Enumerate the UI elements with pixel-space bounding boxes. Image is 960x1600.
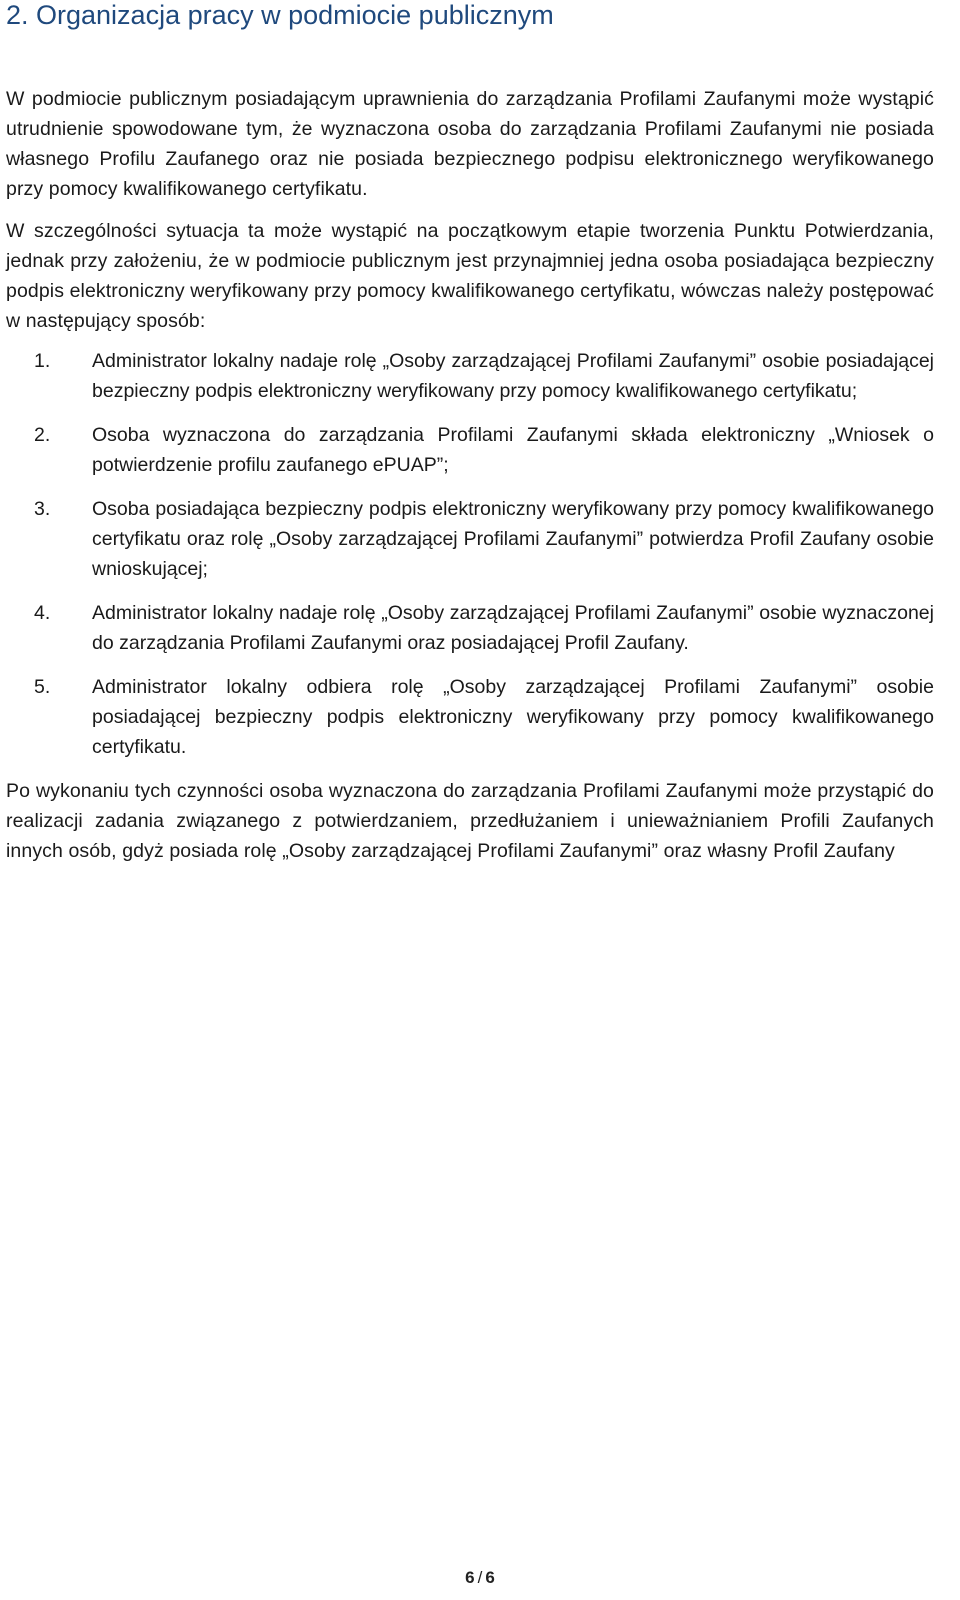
page-separator: /: [477, 1568, 483, 1587]
section-heading: 2. Organizacja pracy w podmiocie publicznym: [6, 0, 554, 30]
step-text: Administrator lokalny nadaje rolę „Osoby zarządzającej Profilami Zaufanymi” osobie wyznaczonej do zarządzania Profilami Zaufanymi oraz posiadającej Profil Zaufany.: [92, 602, 934, 654]
list-item: [6, 346, 934, 406]
page-current: 6: [465, 1568, 475, 1587]
step-text: Administrator lokalny odbiera rolę „Osoby zarządzającej Profilami Zaufanymi” osobie posiadającej bezpieczny podpis elektroniczny weryfikowany przy pomocy kwalifikowanego certyfikatu.: [92, 676, 934, 758]
step-number: 2.: [34, 424, 51, 446]
procedure-steps-list: [6, 346, 934, 762]
list-item: [6, 494, 934, 584]
step-text: Administrator lokalny nadaje rolę „Osoby zarządzającej Profilami Zaufanymi” osobie posiadającej bezpieczny podpis elektroniczny weryfikowany przy pomocy kwalifikowanego certyfikatu;: [92, 350, 934, 402]
step-number: 1.: [34, 350, 51, 372]
step-text: Osoba wyznaczona do zarządzania Profilami Zaufanymi składa elektroniczny „Wniosek o potwierdzenie profilu zaufanego ePUAP”;: [92, 424, 934, 476]
page-number-footer: [0, 1568, 960, 1588]
closing-paragraph: Po wykonaniu tych czynności osoba wyznaczona do zarządzania Profilami Zaufanymi może przystąpić do realizacji zadania związanego z potwierdzaniem, przedłużaniem i unieważnianiem Profili Zaufanych innych osób, gdyż posiada rolę „Osoby zarządzającej Profilami Zaufanymi” oraz własny Profil Zaufany: [6, 780, 934, 862]
step-number: 3.: [34, 498, 51, 520]
situation-paragraph: W szczególności sytuacja ta może wystąpić na początkowym etapie tworzenia Punktu Potwierdzania, jednak przy założeniu, że w podmiocie publicznym jest przynajmniej jedna osoba posiadająca bezpieczny podpis elektroniczny weryfikowany przy pomocy kwalifikowanego certyfikatu, wówczas należy postępować w następujący sposób:: [6, 220, 934, 332]
list-item: [6, 420, 934, 480]
step-text: Osoba posiadająca bezpieczny podpis elektroniczny weryfikowany przy pomocy kwalifikowanego certyfikatu oraz rolę „Osoby zarządzającej Profilami Zaufanymi” potwierdza Profil Zaufany osobie wnioskującej;: [92, 498, 934, 580]
list-item: [6, 598, 934, 658]
intro-paragraph: W podmiocie publicznym posiadającym uprawnienia do zarządzania Profilami Zaufanymi może wystąpić utrudnienie spowodowane tym, że wyznaczona osoba do zarządzania Profilami Zaufanymi nie posiada własnego Profilu Zaufanego oraz nie posiada bezpiecznego podpisu elektronicznego weryfikowanego przy pomocy kwalifikowanego certyfikatu.: [6, 88, 934, 200]
step-number: 5.: [34, 676, 51, 698]
page-total: 6: [485, 1568, 495, 1587]
document-body: [6, 84, 934, 876]
step-number: 4.: [34, 602, 51, 624]
list-item: [6, 672, 934, 762]
